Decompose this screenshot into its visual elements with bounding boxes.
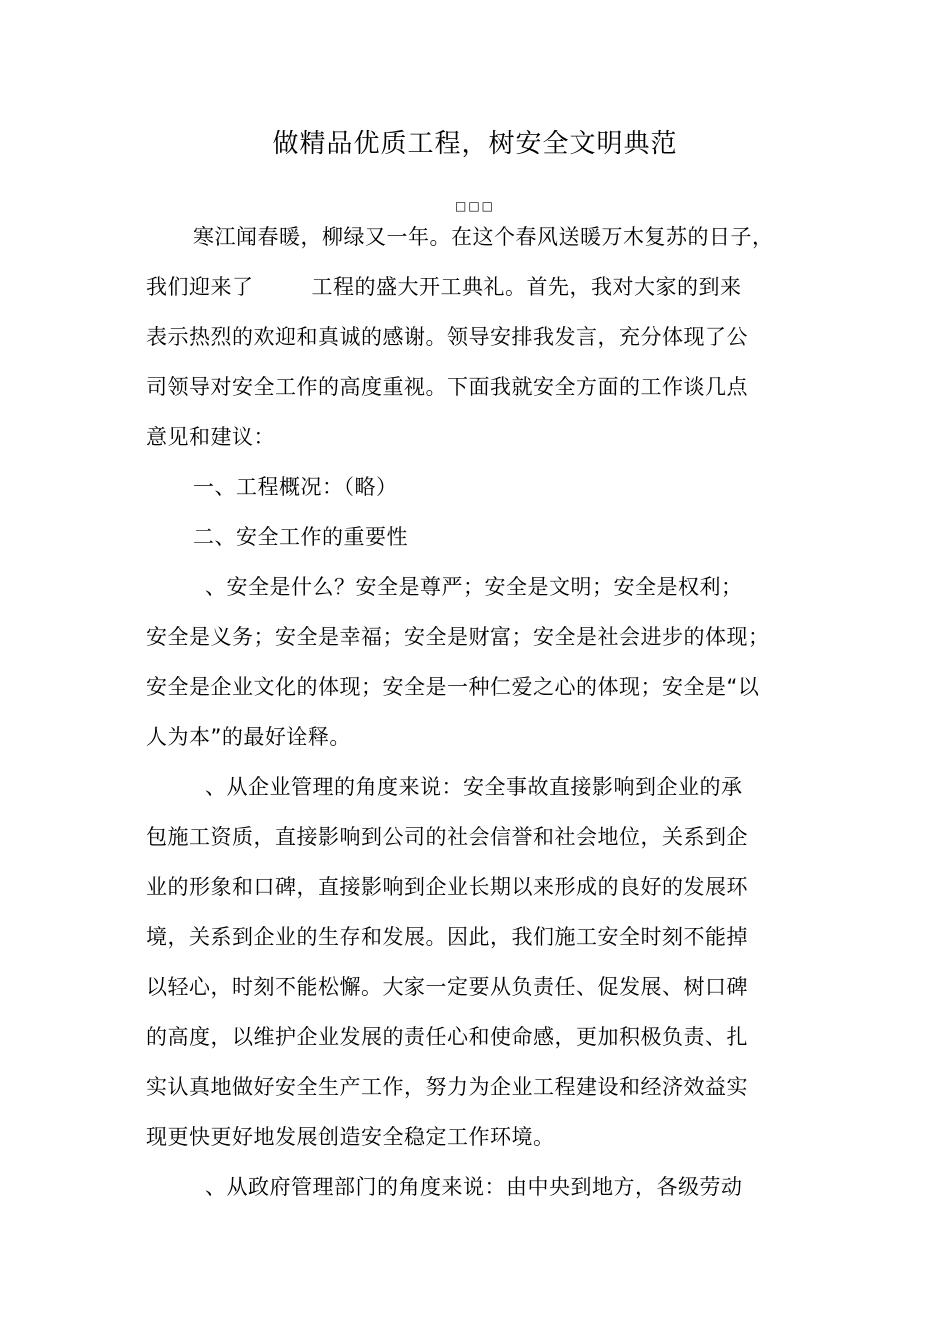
paragraph-line: 境，关系到企业的生存和发展。因此，我们施工安全时刻不能掉: [146, 925, 748, 949]
paragraph-line: 、安全是什么？安全是尊严；安全是文明；安全是权利；: [205, 575, 743, 599]
paragraph-line: 意见和建议：: [146, 425, 275, 449]
author-name: □□□: [454, 199, 495, 213]
section-heading: 二、安全工作的重要性: [193, 525, 408, 549]
paragraph-line: 包施工资质，直接影响到公司的社会信誉和社会地位，关系到企: [146, 825, 748, 849]
paragraph-line: 人为本”的最好诠释。: [146, 725, 351, 749]
paragraph-fragment: 工程的盛大开工典礼。首先，我对大家的到来: [311, 275, 742, 299]
document-title: 做精品优质工程，树安全文明典范: [272, 129, 678, 159]
paragraph-line: 的高度，以维护企业发展的责任心和使命感，更加积极负责、扎: [146, 1025, 748, 1049]
paragraph-line: 司领导对安全工作的高度重视。下面我就安全方面的工作谈几点: [146, 375, 748, 399]
paragraph-line: 安全是企业文化的体现；安全是一种仁爱之心的体现；安全是“以: [146, 675, 760, 699]
paragraph-line: 、从政府管理部门的角度来说：由中央到地方，各级劳动: [205, 1175, 743, 1199]
paragraph-line: 表示热烈的欢迎和真诚的感谢。领导安排我发言，充分体现了公: [146, 325, 748, 349]
paragraph-line: 、从企业管理的角度来说：安全事故直接影响到企业的承: [205, 775, 743, 799]
paragraph-line: 寒江闻春暖，柳绿又一年。在这个春风送暖万木复苏的日子，: [193, 225, 774, 249]
paragraph-line: 安全是义务；安全是幸福；安全是财富；安全是社会进步的体现；: [146, 625, 770, 649]
paragraph-fragment: 我们迎来了: [146, 275, 254, 299]
section-heading: 一、工程概况：（略）: [193, 475, 398, 499]
paragraph-line: 实认真地做好安全生产工作，努力为企业工程建设和经济效益实: [146, 1075, 748, 1099]
paragraph-line: [146, 270, 826, 304]
paragraph-line: 现更快更好地发展创造安全稳定工作环境。: [146, 1125, 555, 1149]
paragraph-line: 以轻心，时刻不能松懈。大家一定要从负责任、促发展、树口碑: [146, 975, 748, 999]
paragraph-line: 业的形象和口碑，直接影响到企业长期以来形成的良好的发展环: [146, 875, 748, 899]
